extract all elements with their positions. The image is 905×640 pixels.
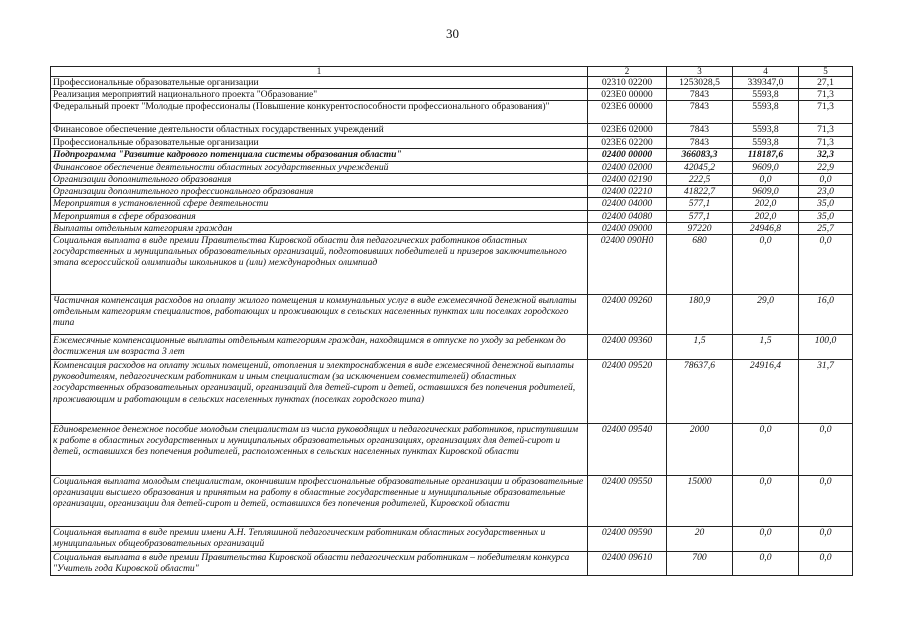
row-name-cell: Профессиональные образовательные организации — [51, 136, 588, 148]
row-actual-cell: 29,0 — [733, 295, 799, 335]
row-actual-cell: 0,0 — [733, 424, 799, 476]
row-percent-cell: 25,7 — [799, 222, 853, 234]
row-plan-cell: 20 — [667, 527, 733, 552]
row-actual-cell: 24916,4 — [733, 360, 799, 424]
row-plan-cell: 2000 — [667, 424, 733, 476]
row-name-cell: Социальная выплата в виде премии имени А.Н. Тепляшиной педагогическим работникам областных государственных и муниципальных общеобразовательных организаций — [51, 527, 588, 552]
row-code-cell: 02400 00000 — [588, 148, 667, 161]
row-actual-cell: 9609,0 — [733, 186, 799, 198]
row-percent-cell: 31,7 — [799, 360, 853, 424]
row-code-cell: 023E6 02000 — [588, 124, 667, 136]
table-row — [51, 552, 853, 576]
table-row — [51, 77, 853, 89]
row-code-cell: 02400 09260 — [588, 295, 667, 335]
row-plan-cell: 222,5 — [667, 174, 733, 186]
table-row — [51, 360, 853, 424]
column-number: 1 — [51, 67, 588, 77]
row-percent-cell: 100,0 — [799, 335, 853, 360]
row-plan-cell: 366083,3 — [667, 148, 733, 161]
row-code-cell: 02400 04080 — [588, 210, 667, 222]
row-plan-cell: 700 — [667, 552, 733, 576]
row-actual-cell: 0,0 — [733, 174, 799, 186]
row-plan-cell: 15000 — [667, 476, 733, 527]
row-percent-cell: 27,1 — [799, 77, 853, 89]
table-row — [51, 222, 853, 234]
row-name-cell: Федеральный проект "Молодые профессионалы (Повышение конкурентоспособности профессионального образования)" — [51, 101, 588, 124]
row-plan-cell: 577,1 — [667, 210, 733, 222]
row-name-cell: Профессиональные образовательные организации — [51, 77, 588, 89]
table-row — [51, 101, 853, 124]
row-actual-cell: 339347,0 — [733, 77, 799, 89]
row-percent-cell: 0,0 — [799, 235, 853, 295]
row-percent-cell: 0,0 — [799, 424, 853, 476]
row-name-cell: Социальная выплата в виде премии Правительства Кировской области для педагогических работников областных государственных и муниципальных образовательных организаций, подготовивших победителей и призеров заключительного этапа всероссийской олимпиады школьников и (или) международных олимпиад — [51, 235, 588, 295]
row-plan-cell: 7843 — [667, 101, 733, 124]
column-number: 5 — [799, 67, 853, 77]
row-name-cell: Ежемесячные компенсационные выплаты отдельным категориям граждан, находящимся в отпуске по уходу за ребенком до достижения им возраста 3 лет — [51, 335, 588, 360]
row-percent-cell: 23,0 — [799, 186, 853, 198]
row-name-cell: Мероприятия в сфере образования — [51, 210, 588, 222]
row-percent-cell: 0,0 — [799, 552, 853, 576]
column-number: 3 — [667, 67, 733, 77]
table-row — [51, 295, 853, 335]
table-row — [51, 235, 853, 295]
row-percent-cell: 0,0 — [799, 476, 853, 527]
row-plan-cell: 180,9 — [667, 295, 733, 335]
table-row — [51, 148, 853, 161]
row-code-cell: 02400 09550 — [588, 476, 667, 527]
row-code-cell: 02400 09590 — [588, 527, 667, 552]
row-code-cell: 02400 02210 — [588, 186, 667, 198]
row-plan-cell: 7843 — [667, 124, 733, 136]
row-actual-cell: 5593,8 — [733, 89, 799, 101]
row-percent-cell: 71,3 — [799, 89, 853, 101]
table-row — [51, 136, 853, 148]
row-name-cell: Реализация мероприятий национального проекта "Образование" — [51, 89, 588, 101]
row-name-cell: Компенсация расходов на оплату жилых помещений, отопления и электроснабжения в виде ежемесячной денежной выплаты руководителям, педагогическим работникам и иным специалистам (за исключением совместителей) областных государственных образовательных организаций, организаций для детей-сирот и детей, оставшихся без попечения родителей, проживающим и работающим в сельских населенных пунктах (поселках городского типа) — [51, 360, 588, 424]
row-code-cell: 02400 09540 — [588, 424, 667, 476]
table-row — [51, 186, 853, 198]
row-percent-cell: 0,0 — [799, 527, 853, 552]
row-name-cell: Социальная выплата молодым специалистам, окончившим профессиональные образовательные организации и образовательные организации высшего образования и принятым на работу в областные государственные и муниципальные образовательные организации, организации для детей-сирот и детей, оставшихся без попечения родителей, Кировской области — [51, 476, 588, 527]
row-plan-cell: 78637,6 — [667, 360, 733, 424]
row-code-cell: 02400 04000 — [588, 198, 667, 210]
row-percent-cell: 32,3 — [799, 148, 853, 161]
table-row — [51, 198, 853, 210]
row-name-cell: Мероприятия в установленной сфере деятельности — [51, 198, 588, 210]
row-name-cell: Организации дополнительного образования — [51, 174, 588, 186]
row-code-cell: 02400 090Н0 — [588, 235, 667, 295]
row-percent-cell: 16,0 — [799, 295, 853, 335]
row-code-cell: 02400 09000 — [588, 222, 667, 234]
column-number-row — [51, 67, 853, 77]
row-actual-cell: 1,5 — [733, 335, 799, 360]
row-code-cell: 02400 02190 — [588, 174, 667, 186]
row-plan-cell: 577,1 — [667, 198, 733, 210]
row-plan-cell: 1,5 — [667, 335, 733, 360]
row-name-cell: Подпрограмма "Развитие кадрового потенциала системы образования области" — [51, 148, 588, 161]
row-percent-cell: 22,9 — [799, 161, 853, 173]
row-plan-cell: 7843 — [667, 136, 733, 148]
row-percent-cell: 0,0 — [799, 174, 853, 186]
row-actual-cell: 202,0 — [733, 198, 799, 210]
table-row — [51, 527, 853, 552]
row-name-cell: Социальная выплата в виде премии Правительства Кировской области педагогическим работникам – победителям конкурса "Учитель года Кировской области" — [51, 552, 588, 576]
row-actual-cell: 118187,6 — [733, 148, 799, 161]
row-actual-cell: 5593,8 — [733, 124, 799, 136]
table-row — [51, 424, 853, 476]
table-row — [51, 89, 853, 101]
column-number: 4 — [733, 67, 799, 77]
row-code-cell: 02310 02200 — [588, 77, 667, 89]
row-name-cell: Единовременное денежное пособие молодым специалистам из числа руководящих и педагогических работников, приступившим к работе в областных государственных и муниципальных образовательных организациях, организациях для детей-сирот и детей, оставшихся без попечения родителей, расположенных в сельских населенных пунктах Кировской области — [51, 424, 588, 476]
row-actual-cell: 9609,0 — [733, 161, 799, 173]
row-actual-cell: 24946,8 — [733, 222, 799, 234]
row-actual-cell: 0,0 — [733, 552, 799, 576]
row-code-cell: 02400 02000 — [588, 161, 667, 173]
row-actual-cell: 0,0 — [733, 527, 799, 552]
page-number: 30 — [446, 26, 459, 41]
row-percent-cell: 71,3 — [799, 101, 853, 124]
budget-table — [50, 66, 853, 576]
row-percent-cell: 35,0 — [799, 210, 853, 222]
row-code-cell: 023E6 00000 — [588, 101, 667, 124]
table-row — [51, 124, 853, 136]
row-plan-cell: 680 — [667, 235, 733, 295]
row-name-cell: Финансовое обеспечение деятельности областных государственных учреждений — [51, 124, 588, 136]
row-name-cell: Организации дополнительного профессионального образования — [51, 186, 588, 198]
table-row — [51, 161, 853, 173]
row-name-cell: Финансовое обеспечение деятельности областных государственных учреждений — [51, 161, 588, 173]
column-number: 2 — [588, 67, 667, 77]
row-plan-cell: 1253028,5 — [667, 77, 733, 89]
row-plan-cell: 7843 — [667, 89, 733, 101]
row-actual-cell: 0,0 — [733, 476, 799, 527]
row-code-cell: 02400 09520 — [588, 360, 667, 424]
row-code-cell: 02400 09610 — [588, 552, 667, 576]
row-plan-cell: 42045,2 — [667, 161, 733, 173]
table-row — [51, 174, 853, 186]
row-plan-cell: 97220 — [667, 222, 733, 234]
row-percent-cell: 71,3 — [799, 124, 853, 136]
row-actual-cell: 5593,8 — [733, 101, 799, 124]
row-name-cell: Выплаты отдельным категориям граждан — [51, 222, 588, 234]
row-code-cell: 023E0 00000 — [588, 89, 667, 101]
row-percent-cell: 35,0 — [799, 198, 853, 210]
row-plan-cell: 41822,7 — [667, 186, 733, 198]
row-actual-cell: 5593,8 — [733, 136, 799, 148]
row-code-cell: 023E6 02200 — [588, 136, 667, 148]
row-name-cell: Частичная компенсация расходов на оплату жилого помещения и коммунальных услуг в виде ежемесячной денежной выплаты отдельным категориям специалистов, работающих и проживающих в сельских населенных пунктах или поселках городского типа — [51, 295, 588, 335]
row-actual-cell: 202,0 — [733, 210, 799, 222]
row-percent-cell: 71,3 — [799, 136, 853, 148]
row-code-cell: 02400 09360 — [588, 335, 667, 360]
row-actual-cell: 0,0 — [733, 235, 799, 295]
table-row — [51, 476, 853, 527]
table-row — [51, 335, 853, 360]
table-row — [51, 210, 853, 222]
